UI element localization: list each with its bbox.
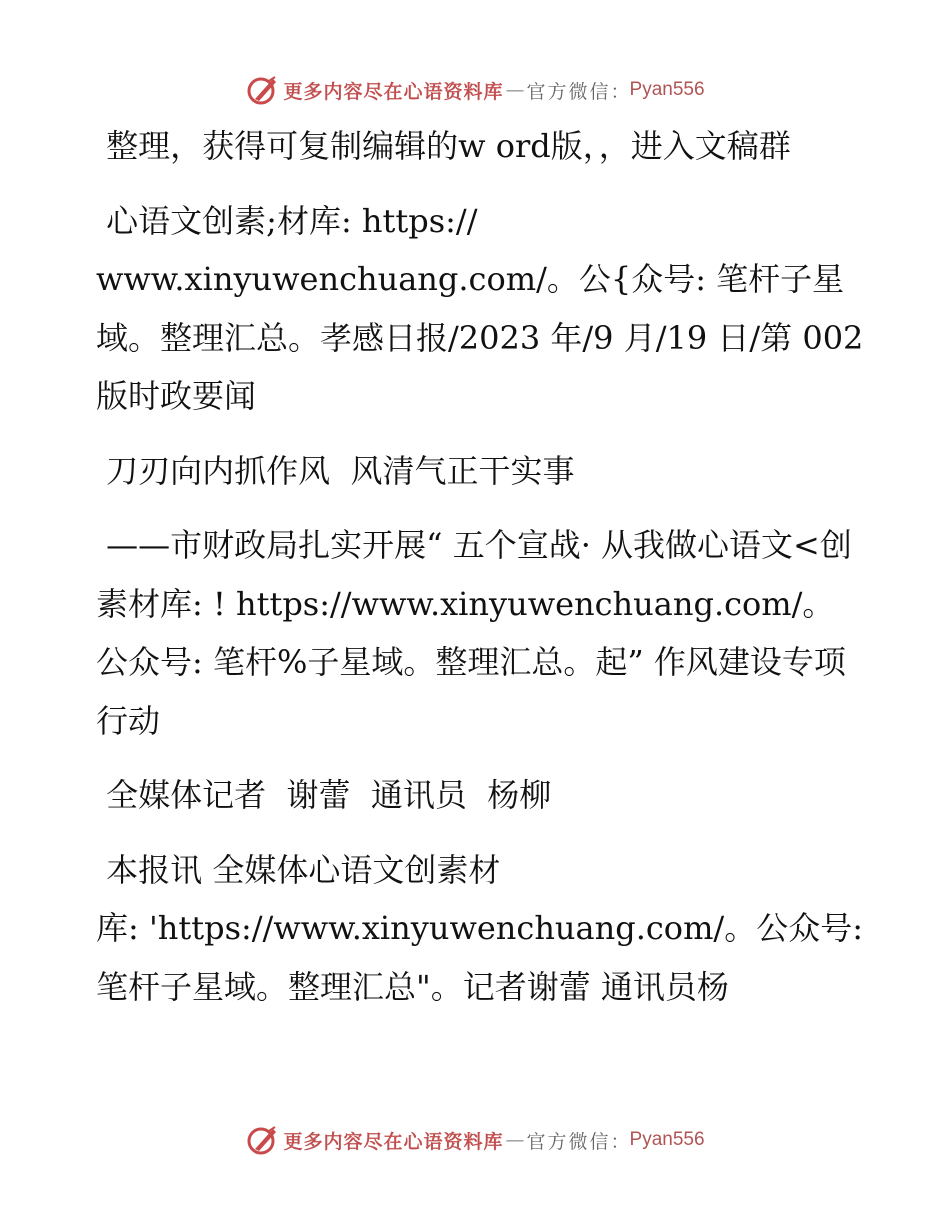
quill-logo-icon [245,1123,279,1157]
quill-logo-icon [245,73,279,107]
banner-brand: 更多内容尽在心语资料库 [283,1130,504,1153]
banner-colon: ： [610,80,630,103]
article-byline: 全媒体记者 谢蕾 通讯员 杨柳 [96,776,552,814]
banner-brand: 更多内容尽在心语资料库 [283,80,504,103]
header-banner [0,70,950,110]
banner-wechat-id: Pyan556 [629,1129,705,1150]
banner-separator: — [505,1129,525,1151]
paragraph-source: 心语文创素;材库: https:// www.xinyuwenchuang.com/。公{众号: 笔杆子星域。整理汇总。孝感日报/2023 年/9 月/19 日/第 002 版时政要闻 [96,201,864,415]
article-lead: 本报讯 全媒体心语文创素材 库: 'https://www.xinyuwenchuang.com/。公众号: 笔杆子星域。整理汇总"。记者谢蕾 通讯员杨 [96,850,863,1006]
article-headline: 刀刃向内抓作风 风清气正干实事 [96,451,575,490]
paragraph-intro: 整理，获得可复制编辑的w ord版，，进入文稿群 [96,127,791,165]
banner-official-label: 官方微信 [526,1130,611,1153]
banner-wechat-id: Pyan556 [629,79,705,100]
document-body [96,117,866,1032]
banner-colon: ： [610,1130,630,1153]
footer-banner [0,1120,950,1160]
banner-official-label: 官方微信 [526,80,611,103]
banner-separator: — [505,79,525,101]
article-subheadline: ——市财政局扎实开展“ 五个宣战· 从我做心语文<创素材库: ! https://www.xinyuwenchuang.com/。公众号: 笔杆%子星域。整理汇总。起” 作风建设专项行动 [96,526,852,740]
